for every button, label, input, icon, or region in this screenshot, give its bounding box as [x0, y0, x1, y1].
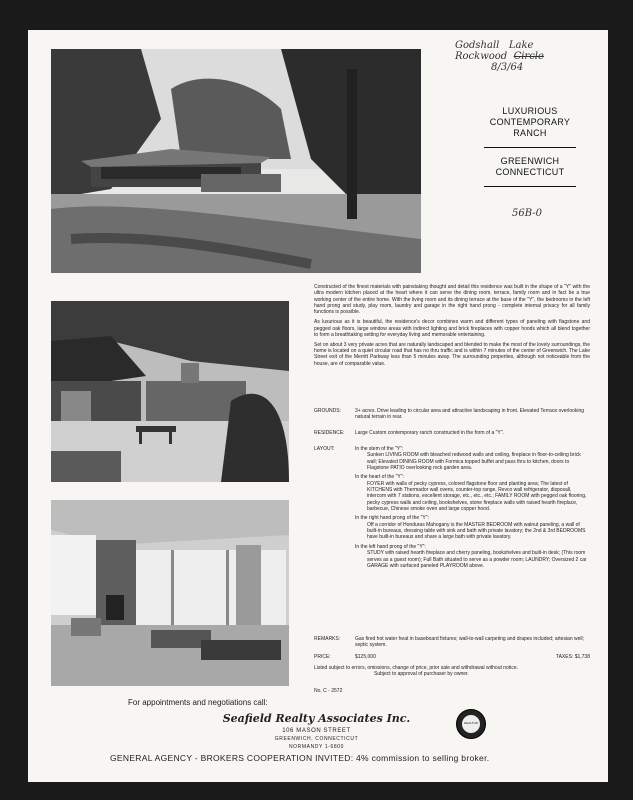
listing-title: LUXURIOUS CONTEMPORARY RANCH GREENWICH CONNECTICUT: [470, 106, 590, 195]
handwritten-margin-code: 56B-0: [512, 208, 542, 219]
price-row: PRICE: $125,000 TAXES: $1,738: [314, 654, 590, 660]
cooperation-note: GENERAL AGENCY - BROKERS COOPERATION INVITED: 4% commission to selling broker.: [110, 753, 490, 763]
exterior-photo: [51, 49, 421, 273]
realtor-seal-icon: REALTOR: [456, 709, 486, 739]
disclaimer: Listed subject to errors, omissions, change of price, prior sale and withdrawal without notice. Subject to approval of purchaser by owner.: [314, 665, 518, 678]
remarks-row: REMARKS: Gas fired hot water heat in baseboard fixtures; wall-to-wall carpeting and drapes included; artesian well; septic system.: [314, 636, 585, 649]
interior-photo: [51, 500, 289, 686]
handwritten-note: Godshall Lake Rockwood Circle 8/3/64: [455, 40, 544, 73]
company-phone: NORMANDY 1-6800: [288, 744, 345, 750]
listing-number: No. C - 2572: [314, 688, 343, 694]
grounds-row: GROUNDS: 3+ acres. Drive leading to circular area and attractive landscaping in front. Elevated Terrace overlooking natural terrain in rear.: [314, 408, 585, 421]
terrace-photo: [51, 301, 289, 482]
company-name: Seafield Realty Associates Inc.: [222, 712, 411, 725]
residence-row: RESIDENCE: Large Custom contemporary ranch constructed in the form of a "Y".: [314, 430, 504, 436]
appointment-call-text: For appointments and negotiations call:: [128, 698, 268, 707]
company-address: 106 MASON STREET: [282, 728, 351, 734]
layout-section: LAYOUT: In the stem of the "Y": Sunken LIVING ROOM with bleached redwood walls and ceiling, fireplace in floor-to-ceiling brick wall; Elevated DINING ROOM with Formica topped buffet and pass thru to kitchen, doors to Flagstone PATIO overlooking rock garden area. In the heart of the "Y": FOYER with walls of pecky cypress, colored flagstone floor and planting area; The latest of KITCHENS with Thermador wall ovens, counter-top range, Revco wall refrigerator, disposall, intercom with 7 stations, excellent storage, etc., etc., etc.; FAMILY ROOM with pegged oak flooring, pecky cypress walls and ceiling, bookshelves, stone fireplace walls with raised hearth fireplace, barbecue, Chinese smoke oven and large copper hood. In the right hand prong of the "Y": Off a corridor of Honduras Mahogany is the MASTER BEDROOM with walnut paneling, a wall of built-in bureaus, dressing table with sink and bath with private lavatory; the 2nd & 3rd BEDROOMS have built-in bureaus and share a large bath with private lavatory. In the left hand prong of the "Y": STUDY with raised hearth fireplace and cherry paneling, bookshelves and built-in desk; (This room serves as a guest room); Full Bath situated to serve as a powder room; LAUNDRY; Oversized 2 car GARAGE with surfaced paneled PLAYROOM above.: [314, 446, 587, 569]
description-text: Constructed of the finest materials with painstaking thought and detail this residence was built in the shape of a "Y" with the ultra modern kitchen placed at the heart where it can serve the dining room, terrace, family room and in fact be a true working center of the entire home. With the living room and its dining terrace at the base of the "Y", the bedrooms in the left hand prong and study, play room, laundry and garage in the right hand prong - complete internal privacy for all family functions is possible. As luxurious as it is beautiful, the residence's decor combines warm and different types of paneling with flagstone and pegged oak floors, large window areas with indirect lighting and brick fireplaces with copper hoods which all blend together to form a breathtaking setting for everyday living and memorable entertaining. Set on about 3 very private acres that are naturally landscaped and blended to make the most of the lovely surroundings, the home is located on a quiet circular road that has no thru traffic and is within 7 minutes of the center of Greenwich. The Lake Street exit of the Merritt Parkway less than 5 minutes away. The surrounding properties, although not noticeable from the house, are of comparable value.: [314, 284, 590, 367]
company-city: GREENWICH, CONNECTICUT: [274, 736, 359, 742]
